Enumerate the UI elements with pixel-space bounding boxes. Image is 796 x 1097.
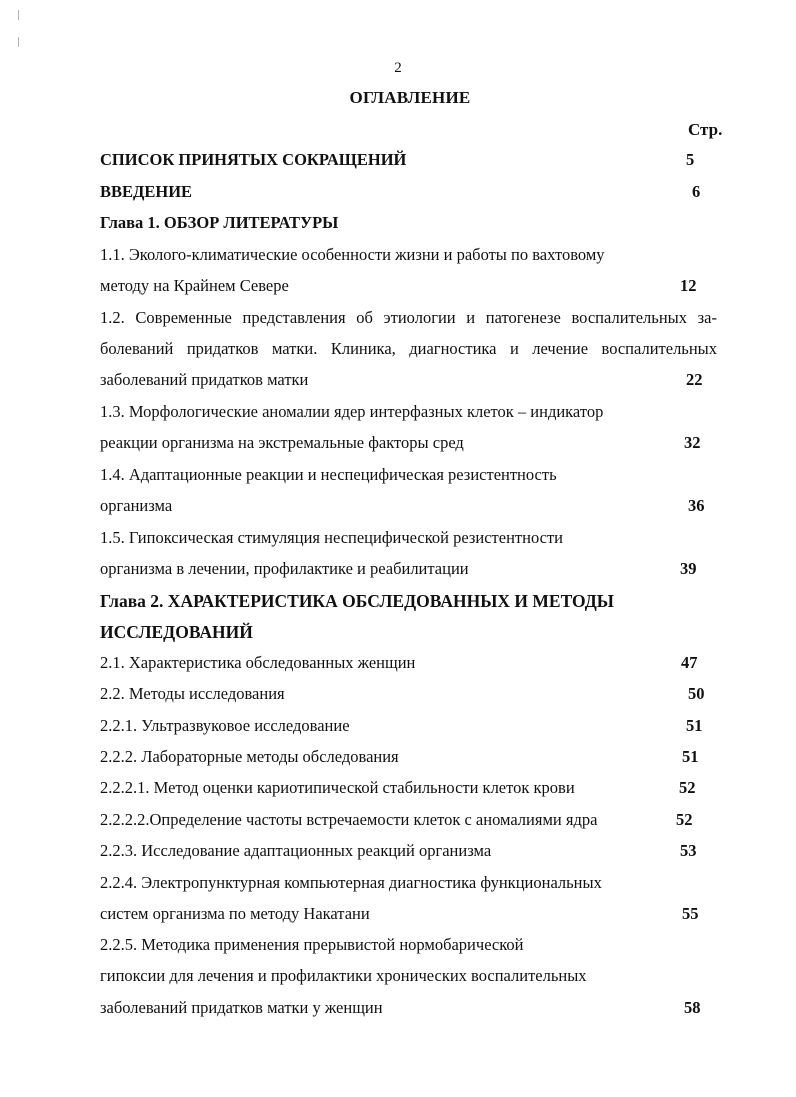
toc-page-number: 5	[686, 150, 695, 169]
toc-page-number: 53	[680, 841, 697, 860]
toc-page-number: 36	[688, 496, 705, 515]
toc-entry-2-2-2-2: 2.2.2.2.Определение частоты встречаемости клеток с аномалиями ядра	[100, 810, 598, 829]
toc-page-number: 39	[680, 559, 697, 578]
toc-entry-2-2-5-cont: заболеваний придатков матки у женщин	[100, 998, 383, 1017]
toc-entry-1-1-cont: методу на Крайнем Севере	[100, 276, 289, 295]
toc-page-number: 32	[684, 433, 701, 452]
page-number: 2	[394, 60, 402, 76]
toc-entry-1-5: 1.5. Гипоксическая стимуляция неспецифической резистентности	[100, 528, 563, 547]
toc-entry-2-2-5: 2.2.5. Методика применения прерывистой нормобарической	[100, 935, 524, 954]
toc-page-number: 12	[680, 276, 697, 295]
toc-entry-2-2-3: 2.2.3. Исследование адаптационных реакций организма	[100, 841, 492, 860]
toc-entry-2-2-1: 2.2.1. Ультразвуковое исследование	[100, 716, 350, 735]
toc-page-number: 47	[681, 653, 698, 672]
toc-page-number: 55	[682, 904, 699, 923]
toc-chapter-2-cont: ИССЛЕДОВАНИЙ	[100, 622, 253, 642]
toc-entry-abbreviations: СПИСОК ПРИНЯТЫХ СОКРАЩЕНИЙ	[100, 150, 407, 169]
page-title: ОГЛАВЛЕНИЕ	[349, 88, 471, 107]
toc-entry-2-2: 2.2. Методы исследования	[100, 684, 285, 703]
toc-page-number: 51	[682, 747, 699, 766]
toc-page-number: 52	[676, 810, 693, 829]
toc-page-number: 22	[686, 370, 703, 389]
toc-page-number: 50	[688, 684, 705, 703]
toc-chapter-1: Глава 1. ОБЗОР ЛИТЕРАТУРЫ	[100, 213, 339, 232]
toc-entry-1-5-cont: организма в лечении, профилактике и реабилитации	[100, 559, 469, 578]
toc-entry-1-2: 1.2. Современные представления об этиологии и патогенезе воспалительных за-	[100, 308, 717, 327]
toc-entry-2-2-4: 2.2.4. Электропунктурная компьютерная диагностика функциональных	[100, 873, 602, 892]
toc-entry-1-1: 1.1. Эколого-климатические особенности жизни и работы по вахтовому	[100, 245, 605, 264]
toc-entry-2-2-2: 2.2.2. Лабораторные методы обследования	[100, 747, 399, 766]
toc-entry-2-2-2-1: 2.2.2.1. Метод оценки кариотипической стабильности клеток крови	[100, 778, 575, 797]
toc-chapter-2: Глава 2. ХАРАКТЕРИСТИКА ОБСЛЕДОВАННЫХ И МЕТОДЫ	[100, 591, 614, 611]
toc-entry-1-3-cont: реакции организма на экстремальные факторы сред	[100, 433, 464, 452]
toc-page-number: 51	[686, 716, 703, 735]
toc-entry-2-1: 2.1. Характеристика обследованных женщин	[100, 653, 416, 672]
toc-entry-1-2-cont: болеваний придатков матки. Клиника, диагностика и лечение воспалительных	[100, 339, 717, 358]
toc-page-number: 52	[679, 778, 696, 797]
toc-entry-2-2-5-cont: гипоксии для лечения и профилактики хронических воспалительных	[100, 966, 587, 985]
toc-entry-2-2-4-cont: систем организма по методу Накатани	[100, 904, 370, 923]
page-column-header: Стр.	[688, 120, 723, 139]
toc-entry-1-3: 1.3. Морфологические аномалии ядер интерфазных клеток – индикатор	[100, 402, 604, 421]
toc-page-number: 6	[692, 182, 701, 201]
toc-entry-1-4-cont: организма	[100, 496, 173, 515]
toc-entry-1-4: 1.4. Адаптационные реакции и неспецифическая резистентность	[100, 465, 557, 484]
toc-entry-1-2-cont: заболеваний придатков матки	[100, 370, 309, 389]
toc-entry-introduction: ВВЕДЕНИЕ	[100, 182, 193, 201]
toc-page-number: 58	[684, 998, 701, 1017]
